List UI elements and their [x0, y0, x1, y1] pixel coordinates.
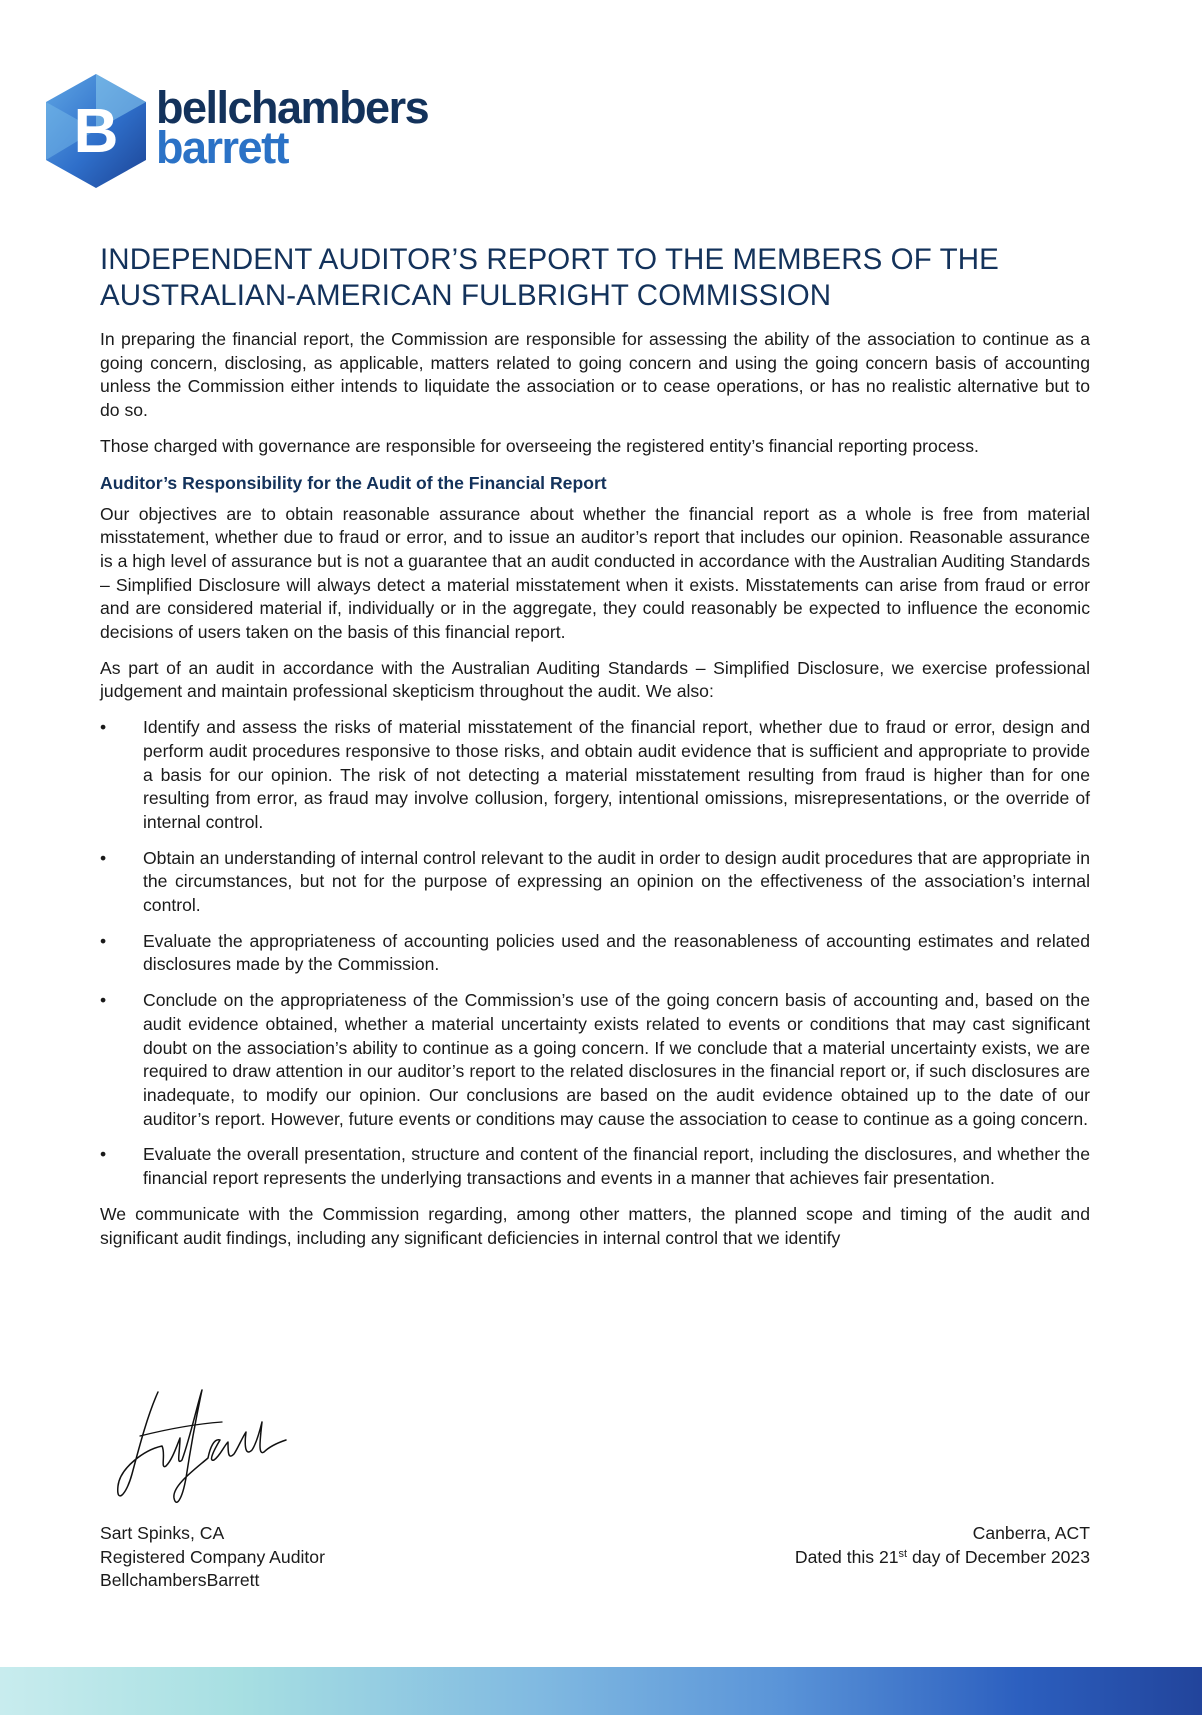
report-body [100, 242, 1090, 1262]
list-item [100, 989, 1090, 1131]
list-item [100, 1143, 1090, 1190]
signing-location: Canberra, ACT [972, 1523, 1090, 1543]
bullet-icon: • [100, 1144, 107, 1165]
bullet-icon: • [100, 847, 107, 868]
signer-name: Sart Spinks, CA [100, 1523, 225, 1543]
brand-name-line1: bellchambers [156, 82, 429, 133]
bullet-icon: • [100, 930, 107, 951]
signer-role: Registered Company Auditor [100, 1546, 325, 1567]
signer-block [100, 1522, 325, 1593]
report-title [100, 242, 1090, 314]
place-date-block [795, 1522, 1090, 1569]
list-item-text: Evaluate the overall presentation, structure and content of the financial report, including the disclosures, and whether the financial report represents the underlying transactions and events in a manner that achieves fair presentation. [143, 1144, 1090, 1189]
list-item-text: Conclude on the appropriateness of the Commission’s use of the going concern basis of accounting and, based on the audit evidence obtained, whether a material uncertainty exists related to events or conditions that may cast significant doubt on the association’s ability to continue as a going concern. If we conclude that a material uncertainty exists, we are required to draw attention in our auditor’s report to the related disclosures in the financial report or, if such disclosures are inadequate, to modify our opinion. Our conclusions are based on the audit evidence obtained up to the date of our auditor’s report. However, future events or conditions may cause the association to cease to continue as a going concern. [143, 990, 1090, 1129]
list-item-text: Identify and assess the risks of material misstatement of the financial report, whether due to fraud or error, design and perform audit procedures responsive to those risks, and obtain audit evidence that is sufficient and appropriate to provide a basis for our opinion. The risk of not detecting a material misstatement resulting from fraud is higher than for one resulting from error, as fraud may involve collusion, forgery, intentional omissions, misrepresentations, or the override of internal control. [143, 717, 1090, 832]
list-item [100, 716, 1090, 835]
communication-paragraph: We communicate with the Commission regarding, among other matters, the planned scope and timing of the audit and significant audit findings, including any significant deficiencies in internal control that we identify [100, 1203, 1090, 1248]
going-concern-paragraph: In preparing the financial report, the Commission are responsible for assessing the ability of the association to continue as a going concern, disclosing, as applicable, matters related to going concern and using the going concern basis of accounting unless the Commission either intends to liquidate the association or to cease operations, or has no realistic alternative but to do so. [100, 329, 1090, 421]
hexagon-b-logo-icon [42, 72, 150, 190]
audit-approach-paragraph: As part of an audit in accordance with the Australian Auditing Standards – Simplified Disclosure, we exercise professional judgement and maintain professional skepticism throughout the audit. We also: [100, 657, 1090, 702]
list-item-text: Obtain an understanding of internal control relevant to the audit in order to design audit procedures that are appropriate in the circumstances, but not for the purpose of expressing an opinion on the effectiveness of the association’s internal control. [143, 847, 1090, 916]
signing-date: Dated this 21st day of December 2023 [794, 1546, 1090, 1567]
list-item [100, 847, 1090, 918]
procedures-list [100, 716, 1090, 1191]
governance-paragraph: Those charged with governance are responsible for overseeing the registered entity’s financial reporting process. [100, 435, 979, 456]
footer-gradient-bar [0, 1667, 1202, 1715]
company-logo [42, 72, 562, 192]
title-line-1: INDEPENDENT AUDITOR’S REPORT TO THE MEMBERS OF THE [100, 243, 999, 276]
objectives-paragraph: Our objectives are to obtain reasonable assurance about whether the financial report as a whole is free from material misstatement, whether due to fraud or error, and to issue an auditor’s report that includes our opinion. Reasonable assurance is a high level of assurance but is not a guarantee that an audit conducted in accordance with the Australian Auditing Standards – Simplified Disclosure will always detect a material misstatement when it exists. Misstatements can arise from fraud or error and are considered material if, individually or in the aggregate, they could reasonably be expected to influence the economic decisions of users taken on the basis of this financial report. [100, 503, 1090, 643]
list-item [100, 930, 1090, 977]
bullet-icon: • [100, 990, 107, 1011]
section-heading: Auditor’s Responsibility for the Audit of the Financial Report [100, 472, 607, 493]
list-item-text: Evaluate the appropriateness of accounting policies used and the reasonableness of accounting estimates and related disclosures made by the Commission. [143, 930, 1090, 975]
signer-firm: BellchambersBarrett [100, 1570, 260, 1591]
bullet-icon: • [100, 717, 107, 738]
svg-text:B: B [73, 97, 119, 166]
title-line-2: AUSTRALIAN-AMERICAN FULBRIGHT COMMISSION [100, 279, 832, 312]
handwritten-signature [110, 1378, 290, 1514]
brand-name-line2: barrett [156, 122, 289, 173]
